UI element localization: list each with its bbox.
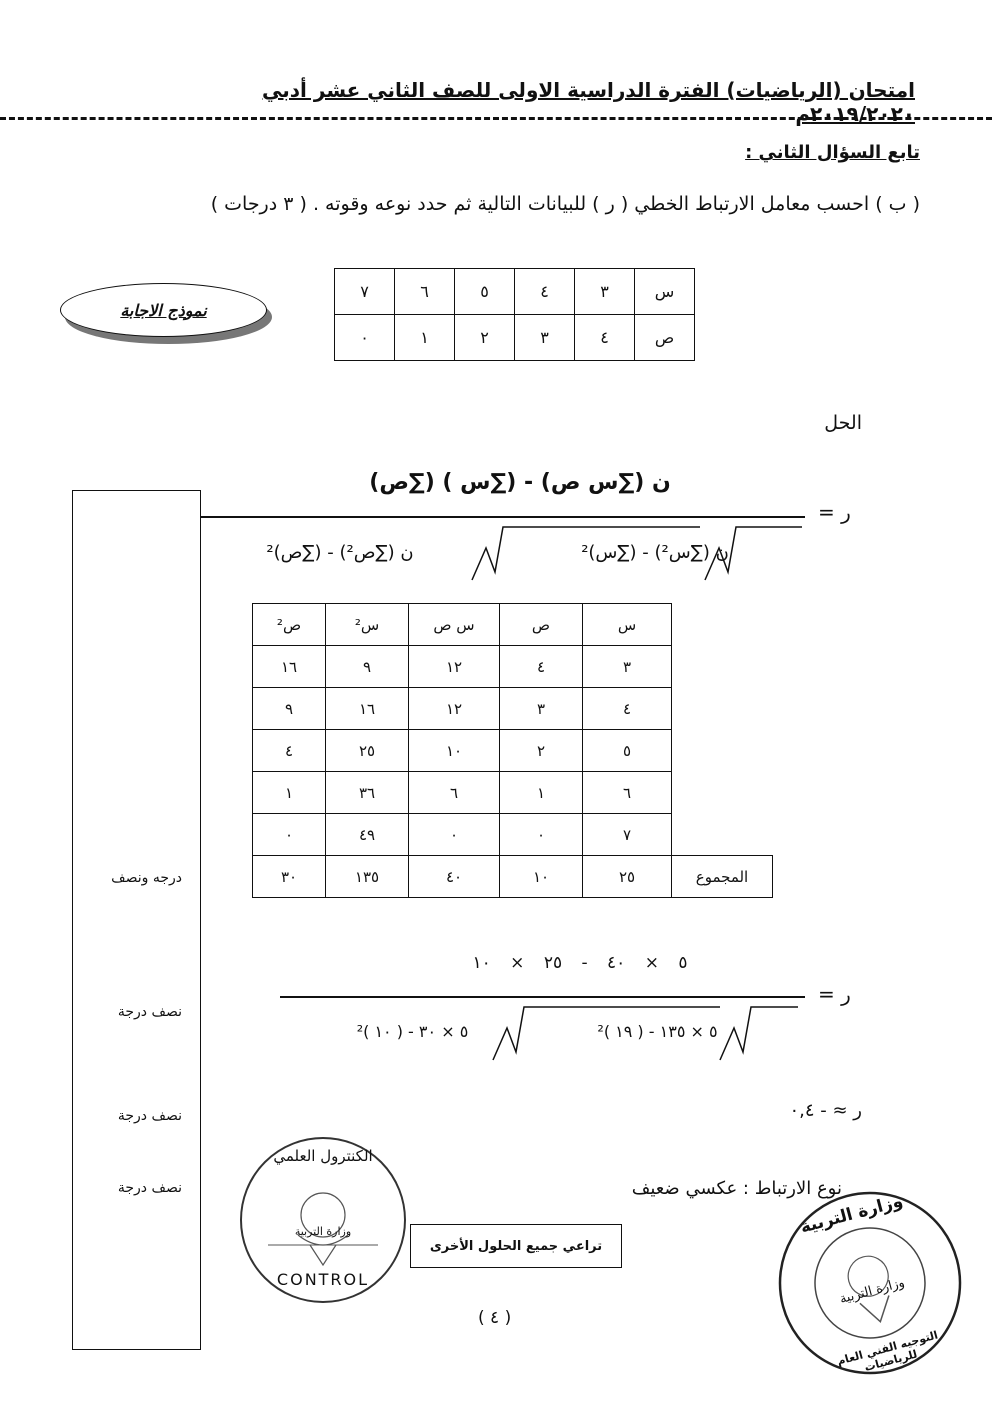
table-cell: ٤٩: [326, 814, 409, 856]
total-cell: ٤٠: [409, 856, 500, 898]
table-cell: ٣٦: [326, 772, 409, 814]
subheading: تابع السؤال الثاني :: [745, 142, 920, 163]
table-cell: ٠: [500, 814, 583, 856]
x-value-cell: ٧: [335, 269, 395, 315]
ministry-stamp-inner: وزارة التربية: [838, 1275, 907, 1308]
table-cell: ٦: [409, 772, 500, 814]
table-cell: ٢٥: [326, 730, 409, 772]
fraction-bar: [200, 516, 805, 518]
formula-denominator-y: ن (∑ص²) - (∑ص)²: [266, 542, 414, 563]
data-table: [334, 268, 695, 361]
grade-mark: درجه ونصف: [111, 870, 182, 886]
table-cell: ٧: [583, 814, 672, 856]
control-stamp: [238, 1135, 408, 1305]
total-cell: ٣٠: [253, 856, 326, 898]
grade-mark: نصف درجة: [117, 1180, 182, 1196]
total-cell: ١٠: [500, 856, 583, 898]
control-stamp-control: CONTROL: [276, 1270, 370, 1289]
calc-r-symbol: ر =: [818, 982, 851, 1006]
grade-mark: نصف درجة: [117, 1004, 182, 1020]
table-cell: ١٦: [326, 688, 409, 730]
table-cell: ١٢: [409, 646, 500, 688]
solution-label: الحل: [824, 412, 862, 434]
table-cell: ٦: [583, 772, 672, 814]
exam-header: امتحان (الرياضيات) الفترة الدراسية الاولى للصف الثاني عشر أدبي ٢٠١٩/٢٠٢٠م: [262, 78, 915, 126]
total-cell: ١٣٥: [326, 856, 409, 898]
table-cell: ٤: [253, 730, 326, 772]
page-number: ( ٤ ): [478, 1308, 512, 1328]
table-cell: ٠: [253, 814, 326, 856]
y-label-cell: ص: [635, 315, 695, 361]
calc-numerator: ٥ × ٤٠ - ٢٥ × ١٠: [472, 953, 688, 973]
y-value-cell: ٤: [575, 315, 635, 361]
table-cell: ٣: [500, 688, 583, 730]
x-value-cell: ٦: [395, 269, 455, 315]
y-value-cell: ٣: [515, 315, 575, 361]
result-value: ر ≈ - ٠,٤: [789, 1100, 862, 1121]
table-cell: ٤: [583, 688, 672, 730]
dashed-divider: [0, 117, 992, 120]
calc-fraction-bar: [280, 996, 805, 998]
header-cell: ص²: [253, 604, 326, 646]
table-cell: ١٠: [409, 730, 500, 772]
x-label-cell: س: [635, 269, 695, 315]
ministry-stamp-arc: وزارة التربية: [798, 1191, 906, 1238]
answer-model-badge: [60, 283, 267, 337]
ministry-stamp: [754, 1167, 987, 1400]
control-stamp-arc: الكنترول العلمي: [273, 1147, 373, 1165]
calc-denominator-x: ٥ × ١٣٥ - ( ١٩ )²: [597, 1022, 718, 1041]
table-cell: ١: [253, 772, 326, 814]
table-cell: ٠: [409, 814, 500, 856]
y-value-cell: ١: [395, 315, 455, 361]
y-value-cell: ٢: [455, 315, 515, 361]
remark-box: [410, 1224, 622, 1268]
x-value-cell: ٣: [575, 269, 635, 315]
table-cell: ٤: [500, 646, 583, 688]
total-label-cell: المجموع: [672, 856, 773, 898]
formula-denominator-x: ن (∑س²) - (∑س)²: [581, 542, 729, 563]
table-cell: ٣: [583, 646, 672, 688]
table-cell: ١٦: [253, 646, 326, 688]
grading-column: [72, 490, 201, 1350]
header-cell: ص: [500, 604, 583, 646]
calc-denominator-y: ٥ × ٣٠ - ( ١٠ )²: [356, 1022, 469, 1041]
table-cell: ١: [500, 772, 583, 814]
table-cell: ١٢: [409, 688, 500, 730]
question-text: ( ب ) احسب معامل الارتباط الخطي ( ر ) للبيانات التالية ثم حدد نوعه وقوته . ( ٣ درجات ): [210, 193, 920, 215]
ministry-stamp-bottom: التوجيه الفني العام للرياضيات: [835, 1328, 940, 1375]
r-symbol: ر =: [818, 500, 851, 524]
header-cell: س: [583, 604, 672, 646]
x-value-cell: ٤: [515, 269, 575, 315]
y-value-cell: ٠: [335, 315, 395, 361]
grade-mark: نصف درجة: [117, 1108, 182, 1124]
control-stamp-ministry: وزارة التربية: [294, 1225, 352, 1238]
calculation-table: [252, 603, 773, 898]
correlation-type: نوع الارتباط : عكسي ضعيف: [631, 1178, 842, 1199]
table-cell: ٢: [500, 730, 583, 772]
header-cell: س²: [326, 604, 409, 646]
table-cell: ٥: [583, 730, 672, 772]
x-value-cell: ٥: [455, 269, 515, 315]
answer-model-label: نموذج الاجابة: [120, 300, 207, 320]
total-cell: ٢٥: [583, 856, 672, 898]
remark-text: تراعي جميع الحلول الأخرى: [429, 1238, 603, 1254]
table-cell: ٩: [253, 688, 326, 730]
formula-numerator: ن (∑س ص) - (∑س ) (∑ص): [369, 470, 671, 495]
header-cell: س ص: [409, 604, 500, 646]
table-cell: ٩: [326, 646, 409, 688]
